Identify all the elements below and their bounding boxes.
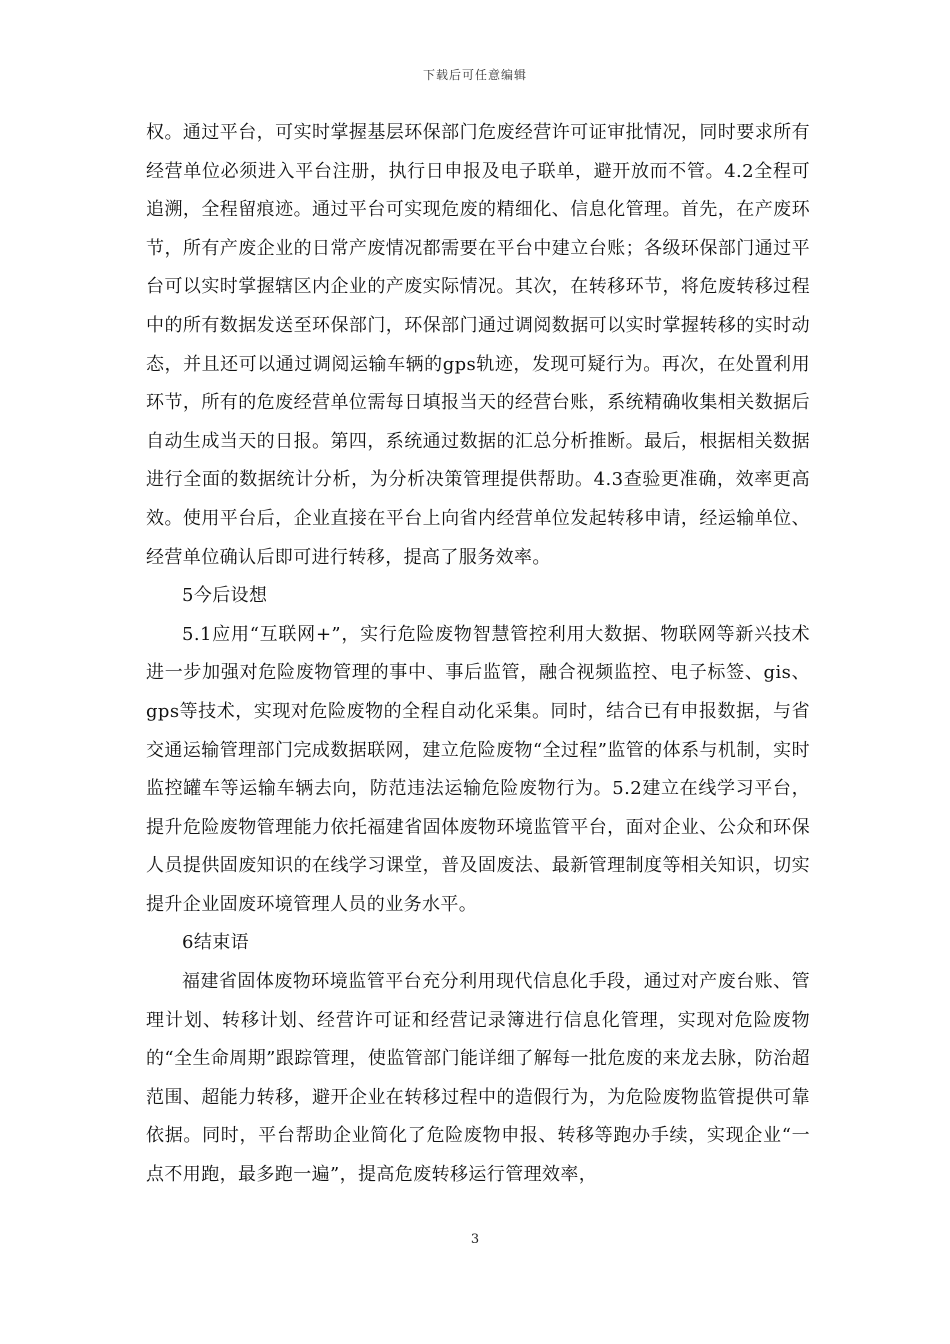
section-heading-5: 5今后设想: [182, 585, 268, 607]
page-header: 下载后可任意编辑: [422, 68, 527, 82]
paragraph-continuation: 权。通过平台，可实时掌握基层环保部门危废经营许可证审批情况，同时要求所有经营单位必须进入平台注册，执行日申报及电子联单，避开放而不管。4.2全程可追溯，全程留痕迹。通过平台可实现危废的精细化、信息化管理。首先，在产废环节，所有产废企业的日常产废情况都需要在平台中建立台账；各级环保部门通过平台可以实时掌握辖区内企业的产废实际情况。其次，在转移环节，将危废转移过程中的所有数据发送至环保部门，环保部门通过调阅数据可以实时掌握转移的实时动态，并且还可以通过调阅运输车辆的gps轨迹，发现可疑行为。再次，在处置利用环节，所有的危废经营单位需每日填报当天的经营台账，系统精确收集相关数据后自动生成当天的日报。第四，系统通过数据的汇总分析推断。最后，根据相关数据进行全面的数据统计分析，为分析决策管理提供帮助。4.3查验更准确，效率更高效。使用平台后，企业直接在平台上向省内经营单位发起转移申请，经运输单位、经营单位确认后即可进行转移，提高了服务效率。: [146, 122, 810, 568]
page-number: 3: [470, 1232, 480, 1247]
paragraph-section-5: 5.1应用“互联网+”，实行危险废物智慧管控利用大数据、物联网等新兴技术进一步加强对危险废物管理的事中、事后监管，融合视频监控、电子标签、gis、gps等技术，实现对危险废物的全程自动化采集。同时，结合已有申报数据，与省交通运输管理部门完成数据联网，建立危险废物“全过程”监管的体系与机制，实时监控罐车等运输车辆去向，防范违法运输危险废物行为。5.2建立在线学习平台，提升危险废物管理能力依托福建省固体废物环境监管平台，面对企业、公众和环保人员提供固废知识的在线学习课堂，普及固废法、最新管理制度等相关知识，切实提升企业固废环境管理人员的业务水平。: [146, 623, 810, 915]
paragraph-conclusion: 福建省固体废物环境监管平台充分利用现代信息化手段，通过对产废台账、管理计划、转移计划、经营许可证和经营记录簿进行信息化管理，实现对危险废物的“全生命周期”跟踪管理，使监管部门能详细了解每一批危废的来龙去脉，防治超范围、超能力转移，避开企业在转移过程中的造假行为，为危险废物监管提供可靠依据。同时，平台帮助企业简化了危险废物申报、转移等跑办手续，实现企业“一点不用跑，最多跑一遍”，提高危废转移运行管理效率，: [146, 971, 810, 1186]
document-body: [146, 114, 810, 1195]
section-heading-6: 6结束语: [182, 932, 250, 954]
